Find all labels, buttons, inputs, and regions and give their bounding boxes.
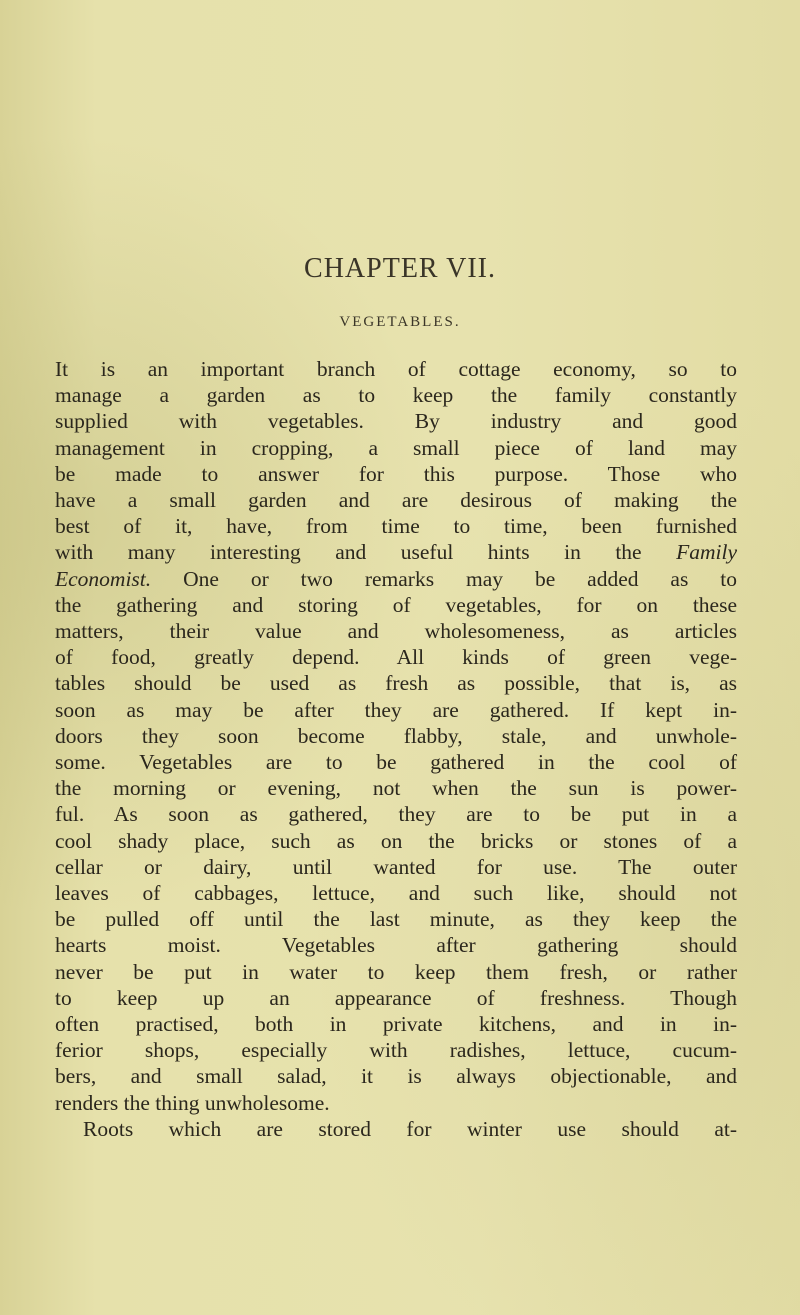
text-line: hearts moist. Vegetables after gathering should [55,933,737,958]
text-line: ful. As soon as gathered, they are to be put in a [55,802,737,827]
text-line: soon as may be after they are gathered. If kept in- [55,697,737,722]
chapter-title: CHAPTER VII. [304,253,496,284]
text-line: be pulled off until the last minute, as they keep the [55,907,737,932]
text-line: often practised, both in private kitchens, and in in- [55,1012,737,1037]
section-title: VEGETABLES. [339,314,461,330]
text-line: bers, and small salad, it is always objectionable, and [55,1064,737,1089]
text-segment: with many interesting and useful hints in the [55,540,677,565]
text-line: matters, their value and wholesomeness, as articles [55,619,737,644]
text-line: be made to answer for this purpose. Those who [55,461,737,486]
text-line: never be put in water to keep them fresh, or rather [55,959,737,984]
text-line: have a small garden and are desirous of making the [55,488,737,513]
text-line: leaves of cabbages, lettuce, and such like, should not [55,881,737,906]
text-line: It is an important branch of cottage economy, so to [55,357,737,381]
text-line: of food, greatly depend. All kinds of green vege- [55,645,737,670]
text-line: cool shady place, such as on the bricks or stones of a [55,828,737,853]
text-line [55,566,737,592]
text-line: tables should be used as fresh as possible, that is, as [55,671,737,696]
text-line: supplied with vegetables. By industry and good [55,409,737,434]
text-line: best of it, have, from time to time, been furnished [55,514,737,539]
text-line: to keep up an appearance of freshness. Though [55,985,737,1010]
text-line: the gathering and storing of vegetables, for on these [55,592,737,617]
text-line: renders the thing unwholesome. [55,1090,330,1115]
text-line: some. Vegetables are to be gathered in the cool of [55,750,737,775]
text-line: manage a garden as to keep the family constantly [55,383,737,408]
body-text [55,356,737,1142]
text-line: cellar or dairy, until wanted for use. The outer [55,854,737,879]
text-line: management in cropping, a small piece of land may [55,435,737,460]
text-line: Roots which are stored for winter use should at- [83,1116,737,1141]
text-line: doors they soon become flabby, stale, and unwhole- [55,723,737,748]
text-line: the morning or evening, not when the sun is power- [55,776,737,801]
italic-title-segment: Family [676,540,737,565]
italic-title-segment: Economist. [55,566,152,591]
text-segment: One or two remarks may be added as to [151,566,737,591]
text-line [55,539,737,565]
text-line: ferior shops, especially with radishes, lettuce, cucum- [55,1038,737,1063]
